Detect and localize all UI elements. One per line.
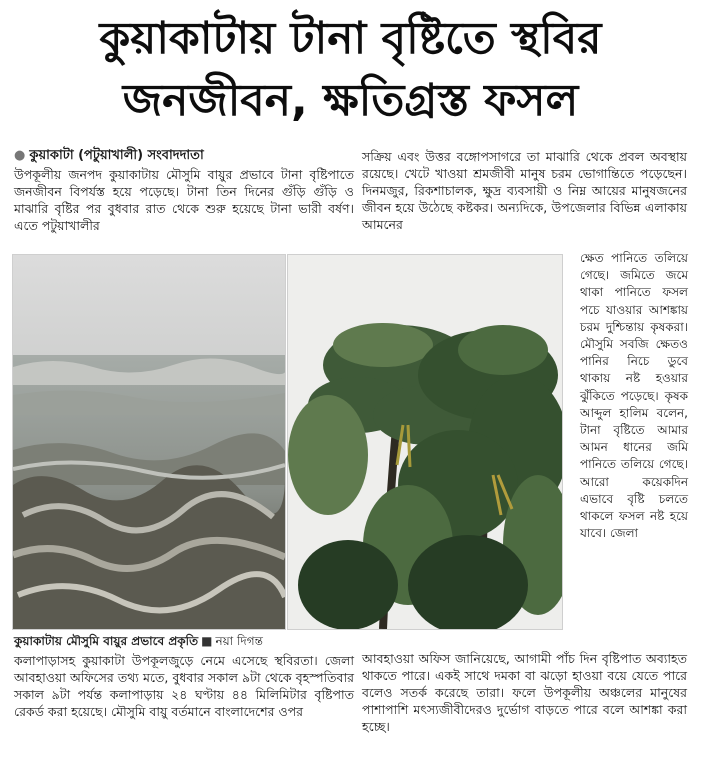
palm-trees-illustration (288, 255, 562, 629)
body-text-left-top: উপকূলীয় জনপদ কুয়াকাটায় মৌসুমি বায়ুর প্রভাবে টানা বৃষ্টিপাতে জনজীবন বিপর্যস্ত হয়ে পড়েছে। টানা তিন দিনের গুঁড়ি গুঁড়ি ও মাঝারি বৃষ্টির পর বুধবার রাত থেকে শুরু হয়েছে টানা ভারী বর্ষণ। এতে পটুয়াখালীর (14, 167, 354, 233)
body-text-right-top: সক্রিয় এবং উত্তর বঙ্গোপসাগরে তা মাঝারি থেকে প্রবল অবস্থায় রয়েছে। খেটে খাওয়া শ্রমজীবী মানুষ চরম ভোগান্তিতে পড়েছেন। দিনমজুর, রিকশাচালক, ক্ষুদ্র ব্যবসায়ী ও নিম্ন আয়ের মানুষজনের জীবন হয়ে উঠেছে কষ্টকর। অন্যদিকে, উপজেলার বিভিন্ন এলাকায় আমনের (362, 149, 687, 232)
caption-text: কুয়াকাটায় মৌসুমি বায়ুর প্রভাবে প্রকৃতি (14, 634, 199, 648)
sea-waves-illustration (13, 255, 285, 629)
palm-trees-photo (287, 254, 563, 630)
caption-credit: নয়া দিগন্ত (215, 634, 263, 648)
byline-text: কুয়াকাটা (পটুয়াখালী) সংবাদদাতা (29, 148, 204, 163)
headline (0, 8, 701, 132)
headline-line-2: জনজীবন, ক্ষতিগ্রস্ত ফসল (122, 75, 579, 126)
byline (14, 146, 354, 167)
body-text-left-bottom: কলাপাড়াসহ কুয়াকাটা উপকূলজুড়ে নেমে এসেছে স্থবিরতা। জেলা আবহাওয়া অফিসের তথ্য মতে, বুধবার সকাল ৯টা থেকে বৃহস্পতিবার সকাল ৯টা পর্যন্ত কলাপাড়ায় ২৪ ঘণ্টায় ৪৪ মিলিমিটার বৃষ্টিপাত রেকর্ড করা হয়েছে। মৌসুমি বায়ু বর্তমানে বাংলাদেশের ওপর (14, 653, 354, 719)
sea-waves-photo (12, 254, 286, 630)
body-text-right-bottom: আবহাওয়া অফিস জানিয়েছে, আগামী পাঁচ দিন বৃষ্টিপাত অব্যাহত থাকতে পারে। একই সাথে দমকা বা ঝড়ো হাওয়া বয়ে যেতে পারে বলেও সতর্ক করেছে তারা। ফলে উপকূলীয় অঞ্চলের মানুষের পাশাপাশি মৎস্যজীবীদেরও দুর্ভোগ বাড়তে পারে বলে আশঙ্কা করা হচ্ছে। (362, 651, 687, 734)
body-text-right-narrow: ক্ষেত পানিতে তলিয়ে গেছে। জমিতে জমে থাকা পানিতে ফসল পচে যাওয়ার আশঙ্কায় চরম দুশ্চিন্তায় কৃষকরা। মৌসুমি সবজি ক্ষেতও পানির নিচে ডুবে থাকায় নষ্ট হওয়ার ঝুঁকিতে পড়েছে। কৃষক আব্দুল হালিম বলেন, টানা বৃষ্টিতে আমার আমন ধানের জমি পানিতে তলিয়ে গেছে। আরো কয়েকদিন এভাবে বৃষ্টি চলতে থাকলে ফসল নষ্ট হয়ে যাবে। জেলা (580, 251, 688, 541)
caption-separator: ■ (201, 634, 213, 648)
bullet-icon: ● (14, 148, 26, 163)
headline-line-1: কুয়াকাটায় টানা বৃষ্টিতে স্থবির (99, 13, 602, 64)
